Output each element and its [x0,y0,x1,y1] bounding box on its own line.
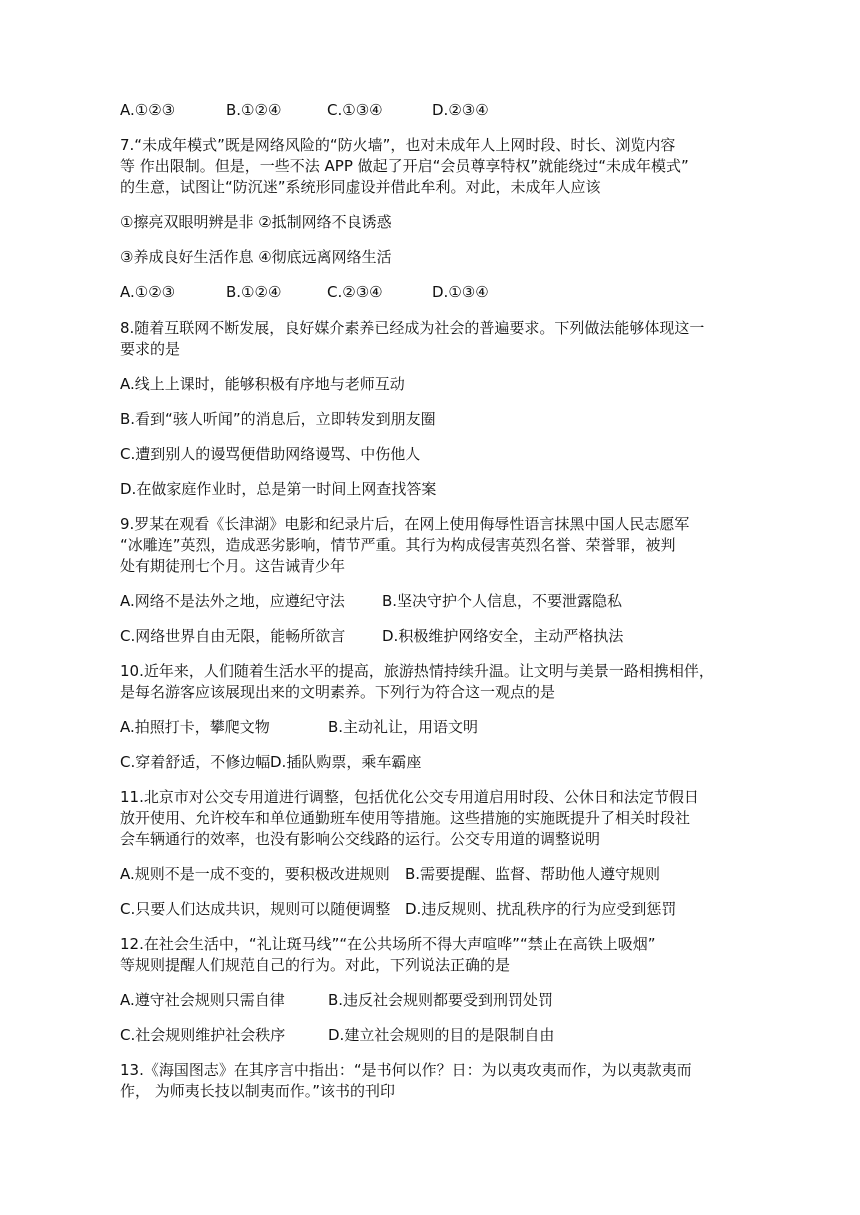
q10-option-a[interactable]: A.拍照打卡，攀爬文物 [120,718,270,736]
q10-option-b[interactable]: B.主动礼让，用语文明 [328,718,479,736]
q11-stem-line-1: 11.北京市对公交专用道进行调整，包括优化公交专用道启用时段、公休日和法定节假日 [120,788,699,806]
q10-stem-line-1: 10.近年来，人们随着生活水平的提高，旅游热情持续升温。让文明与美景一路相携相伴， [120,662,714,680]
q9-stem-line-3: 处有期徒刑七个月。这告诫青少年 [120,557,346,575]
q13-stem-line-1: 13.《海国图志》在其序言中指出：“是书何以作？日：为以夷攻夷而作，为以夷款夷而 [120,1061,692,1079]
q12-stem-line-1: 12.在社会生活中，“礼让斑马线”“在公共场所不得大声喧哗”“禁止在高铁上吸烟” [120,935,656,953]
q7-stem-line-3: 的生意，试图让“防沉迷”系统形同虚设并借此牟利。对此，未成年人应该 [120,178,601,196]
q8-option-a[interactable]: A.线上上课时，能够积极有序地与老师互动 [120,375,405,393]
q12-option-d[interactable]: D.建立社会规则的目的是限制自由 [328,1026,555,1044]
q8-stem-line-1: 8.随着互联网不断发展，良好媒介素养已经成为社会的普遍要求。下列做法能够体现这一 [120,319,705,337]
q10-option-c[interactable]: C.穿着舒适，不修边幅 [120,753,271,771]
q6-option-a[interactable]: A.①②③ [120,101,176,119]
q8-stem-line-2: 要求的是 [120,340,181,358]
q11-stem-line-3: 会车辆通行的效率，也没有影响公交线路的运行。公交专用道的调整说明 [120,830,601,848]
q8-option-b[interactable]: B.看到“骇人听闻”的消息后，立即转发到朋友圈 [120,410,436,428]
q11-option-b[interactable]: B.需要提醒、监督、帮助他人遵守规则 [405,865,661,883]
q7-option-c[interactable]: C.②③④ [327,283,383,301]
q9-option-b[interactable]: B.坚决守护个人信息，不要泄露隐私 [382,592,623,610]
q8-option-c[interactable]: C.遭到别人的谩骂便借助网络谩骂、中伤他人 [120,445,421,463]
q10-stem-line-2: 是每名游客应该展现出来的文明素养。下列行为符合这一观点的是 [120,683,556,701]
q7-option-b[interactable]: B.①②④ [226,283,282,301]
q6-option-d[interactable]: D.②③④ [432,101,489,119]
q9-option-c[interactable]: C.网络世界自由无限，能畅所欲言 [120,627,346,645]
q11-option-a[interactable]: A.规则不是一成不变的，要积极改进规则 [120,865,390,883]
q7-option-a[interactable]: A.①②③ [120,283,176,301]
q12-option-c[interactable]: C.社会规则维护社会秩序 [120,1026,286,1044]
q7-items-line-2: ③养成良好生活作息 ④彻底远离网络生活 [120,248,392,266]
q9-option-a[interactable]: A.网络不是法外之地，应遵纪守法 [120,592,345,610]
q13-stem-line-2: 作， 为师夷长技以制夷而作。”该书的刊印 [120,1082,396,1100]
q7-items-line-1: ①擦亮双眼明辨是非 ②抵制网络不良诱惑 [120,213,392,231]
q8-option-d[interactable]: D.在做家庭作业时，总是第一时间上网查找答案 [120,480,437,498]
q11-option-d[interactable]: D.违反规则、扰乱秩序的行为应受到惩罚 [405,900,677,918]
q6-option-c[interactable]: C.①③④ [327,101,383,119]
q12-option-b[interactable]: B.违反社会规则都要受到刑罚处罚 [328,991,554,1009]
q6-option-b[interactable]: B.①②④ [226,101,282,119]
q7-stem-line-1: 7.“未成年模式”既是网络风险的“防火墙”，也对未成年人上网时段、时长、浏览内容 [120,136,676,154]
q9-stem-line-2: “冰雕连”英烈，造成恶劣影响，情节严重。其行为构成侵害英烈名誉、荣誉罪，被判 [120,536,676,554]
q12-stem-line-2: 等规则提醒人们规范自己的行为。对此，下列说法正确的是 [120,956,511,974]
q10-option-d[interactable]: D.插队购票，乘车霸座 [270,753,422,771]
q7-stem-line-2: 等 作出限制。但是，一些不法 APP 做起了开启“会员尊享特权”就能绕过“未成年模式” [120,157,689,175]
q7-option-d[interactable]: D.①③④ [432,283,489,301]
q9-stem-line-1: 9.罗某在观看《长津湖》电影和纪录片后，在网上使用侮辱性语言抹黑中国人民志愿军 [120,515,690,533]
q11-stem-line-2: 放开使用、允许校车和单位通勤班车使用等措施。这些措施的实施既提升了相关时段社 [120,809,691,827]
q12-option-a[interactable]: A.遵守社会规则只需自律 [120,991,285,1009]
q9-option-d[interactable]: D.积极维护网络安全，主动严格执法 [382,627,624,645]
q11-option-c[interactable]: C.只要人们达成共识，规则可以随便调整 [120,900,391,918]
